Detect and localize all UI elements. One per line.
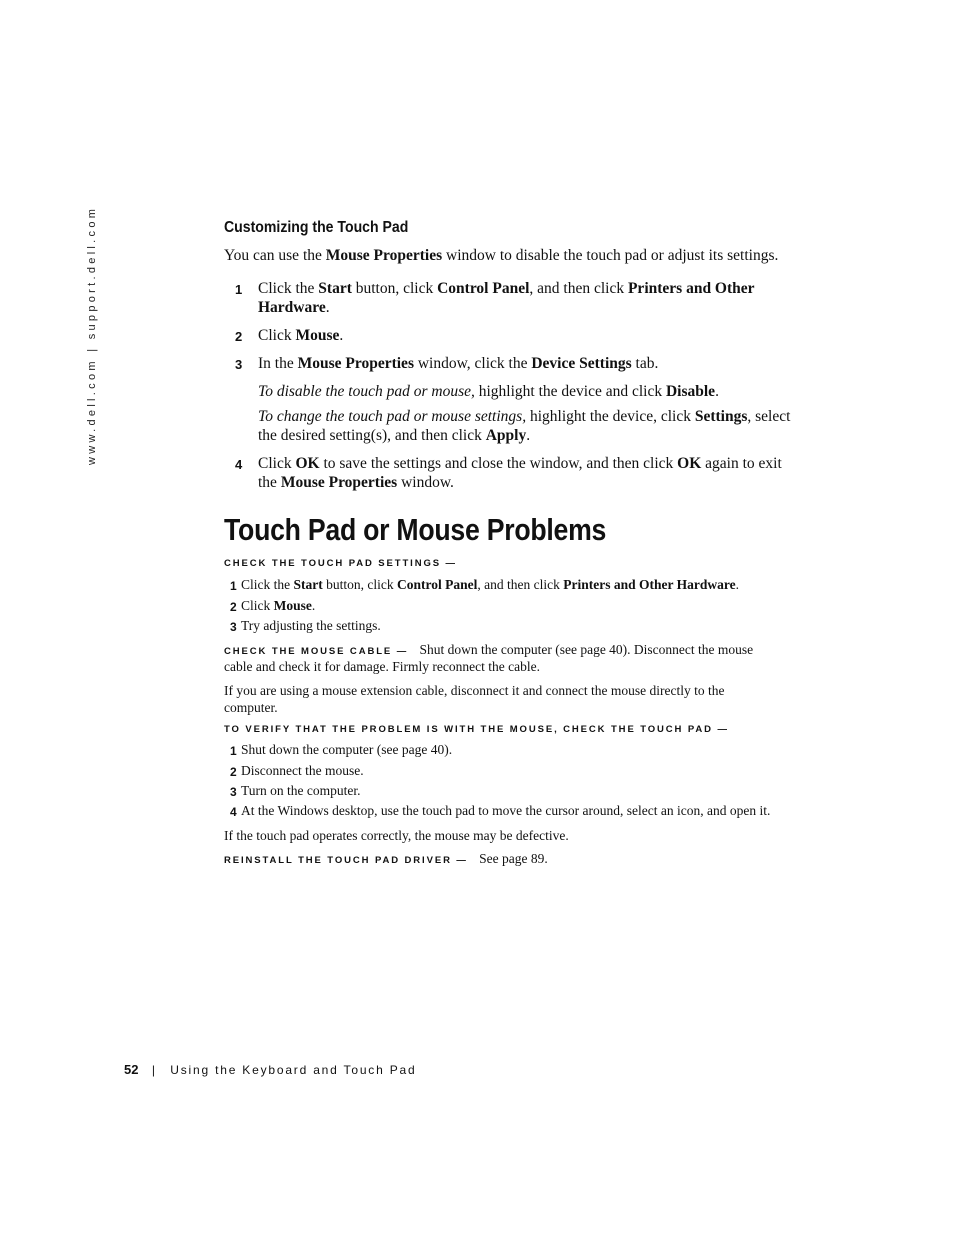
reinstall-paragraph: REINSTALL THE TOUCH PAD DRIVER — See page 89. [224, 851, 548, 866]
step-number: 1 [230, 744, 237, 758]
check-settings-label: CHECK THE TOUCH PAD SETTINGS — [224, 558, 457, 569]
step-4-line-2: the Mouse Properties window. [258, 474, 454, 491]
verify-step-3: Turn on the computer. [241, 783, 361, 798]
step-3-disable-note: To disable the touch pad or mouse, highlight the device and click Disable. [258, 383, 719, 400]
page-footer [124, 1062, 416, 1077]
step-number: 1 [235, 282, 243, 297]
verify-label: TO VERIFY THAT THE PROBLEM IS WITH THE MOUSE, CHECK THE TOUCH PAD — [224, 724, 729, 735]
step-number: 2 [230, 765, 237, 779]
sidebar-url: www.dell.com | support.dell.com [86, 205, 98, 465]
step-2: Click Mouse. [258, 327, 344, 344]
step-number: 3 [230, 620, 237, 634]
step-number: 3 [235, 357, 243, 372]
section-heading: Customizing the Touch Pad [224, 219, 409, 236]
page-number: 52 [124, 1062, 139, 1077]
verify-step-2: Disconnect the mouse. [241, 763, 364, 778]
step-1-line-1: Click the Start button, click Control Panel, and then click Printers and Other [258, 280, 755, 297]
chapter-title: Using the Keyboard and Touch Pad [170, 1063, 417, 1077]
check-cable-paragraph-line-1: CHECK THE MOUSE CABLE — Shut down the computer (see page 40). Disconnect the mouse [224, 642, 754, 657]
step-number: 2 [235, 329, 243, 344]
extension-paragraph-line-1: If you are using a mouse extension cable, disconnect it and connect the mouse directly to the [224, 683, 725, 698]
extension-paragraph-line-2: computer. [224, 700, 278, 715]
step-number: 4 [230, 805, 237, 819]
intro-paragraph: You can use the Mouse Properties window to disable the touch pad or adjust its settings. [224, 247, 779, 264]
verify-step-1: Shut down the computer (see page 40). [241, 742, 453, 757]
check-settings-step-1: Click the Start button, click Control Panel, and then click Printers and Other Hardware. [241, 577, 739, 592]
step-3-change-note-line-2: the desired setting(s), and then click Apply. [258, 427, 531, 444]
step-1-line-2: Hardware. [258, 299, 330, 316]
step-4-line-1: Click OK to save the settings and close the window, and then click OK again to exit [258, 455, 782, 472]
step-number: 4 [235, 457, 243, 472]
defective-paragraph: If the touch pad operates correctly, the mouse may be defective. [224, 828, 569, 843]
step-3-change-note-line-1: To change the touch pad or mouse settings, highlight the device, click Settings, select [258, 408, 791, 425]
check-settings-step-3: Try adjusting the settings. [241, 618, 381, 633]
problems-heading: Touch Pad or Mouse Problems [224, 512, 607, 547]
check-cable-label: CHECK THE MOUSE CABLE — [224, 646, 409, 657]
footer-separator: | [151, 1063, 155, 1077]
step-number: 2 [230, 600, 237, 614]
step-number: 3 [230, 785, 237, 799]
check-cable-paragraph-line-2: cable and check it for damage. Firmly reconnect the cable. [224, 659, 540, 674]
check-settings-step-2: Click Mouse. [241, 598, 316, 613]
step-number: 1 [230, 579, 237, 593]
step-3: In the Mouse Properties window, click the Device Settings tab. [258, 355, 659, 372]
reinstall-label: REINSTALL THE TOUCH PAD DRIVER — [224, 855, 468, 866]
verify-step-4: At the Windows desktop, use the touch pad to move the cursor around, select an icon, and open it. [241, 803, 771, 818]
